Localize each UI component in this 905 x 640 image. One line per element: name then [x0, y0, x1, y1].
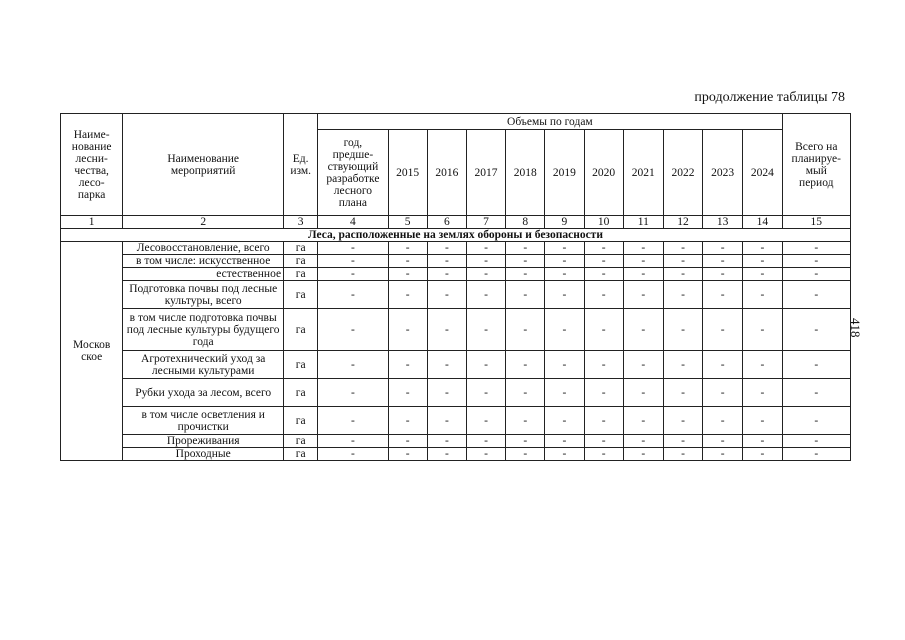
value-cell: - [584, 407, 623, 435]
header-total: Всего на планируе- мый период [782, 114, 850, 216]
value-cell: - [545, 242, 584, 255]
table-row [61, 407, 851, 435]
value-cell: - [388, 309, 427, 351]
value-cell: - [545, 435, 584, 448]
value-cell: - [703, 268, 743, 281]
value-cell: - [427, 351, 466, 379]
value-cell: - [318, 242, 388, 255]
column-number: 6 [427, 216, 466, 229]
unit-cell: га [284, 379, 318, 407]
table-row [61, 281, 851, 309]
value-cell: - [506, 448, 545, 461]
value-cell: - [318, 351, 388, 379]
value-cell: - [584, 435, 623, 448]
value-cell: - [663, 435, 702, 448]
value-cell: - [584, 268, 623, 281]
header-year: 2018 [506, 130, 545, 216]
table-row [61, 351, 851, 379]
value-cell: - [427, 379, 466, 407]
column-number: 3 [284, 216, 318, 229]
value-cell: - [506, 281, 545, 309]
value-cell: - [743, 281, 782, 309]
column-number: 9 [545, 216, 584, 229]
value-cell: - [318, 435, 388, 448]
value-cell: - [743, 255, 782, 268]
header-year: 2020 [584, 130, 623, 216]
value-cell: - [427, 435, 466, 448]
value-cell: - [388, 242, 427, 255]
value-cell: - [663, 351, 702, 379]
value-cell: - [584, 351, 623, 379]
value-cell: - [743, 407, 782, 435]
column-number: 5 [388, 216, 427, 229]
value-cell: - [545, 268, 584, 281]
value-cell: - [743, 435, 782, 448]
value-cell: - [623, 448, 663, 461]
unit-cell: га [284, 255, 318, 268]
column-number: 12 [663, 216, 702, 229]
unit-cell: га [284, 281, 318, 309]
value-cell: - [427, 255, 466, 268]
value-cell: - [782, 309, 850, 351]
value-cell: - [703, 309, 743, 351]
value-cell: - [506, 435, 545, 448]
table-row [61, 242, 851, 255]
value-cell: - [545, 255, 584, 268]
value-cell: - [584, 309, 623, 351]
activity-name: Лесовосстановление, всего [123, 242, 284, 255]
value-cell: - [506, 379, 545, 407]
value-cell: - [663, 281, 702, 309]
value-cell: - [782, 351, 850, 379]
value-cell: - [545, 309, 584, 351]
table-row [61, 448, 851, 461]
table-row [61, 268, 851, 281]
value-cell: - [506, 351, 545, 379]
header-year: 2016 [427, 130, 466, 216]
activity-name: Рубки ухода за лесом, всего [123, 379, 284, 407]
value-cell: - [466, 351, 505, 379]
value-cell: - [703, 281, 743, 309]
value-cell: - [545, 448, 584, 461]
value-cell: - [663, 448, 702, 461]
header-year: 2021 [623, 130, 663, 216]
column-number: 15 [782, 216, 850, 229]
value-cell: - [545, 407, 584, 435]
value-cell: - [703, 435, 743, 448]
value-cell: - [623, 242, 663, 255]
value-cell: - [584, 379, 623, 407]
value-cell: - [782, 255, 850, 268]
value-cell: - [782, 268, 850, 281]
value-cell: - [782, 435, 850, 448]
forestry-name: Москов ское [61, 242, 123, 461]
value-cell: - [782, 281, 850, 309]
header-forestry: Наиме- нование лесни- чества, лесо- парка [61, 114, 123, 216]
value-cell: - [623, 379, 663, 407]
value-cell: - [466, 407, 505, 435]
value-cell: - [743, 448, 782, 461]
value-cell: - [427, 242, 466, 255]
value-cell: - [782, 379, 850, 407]
value-cell: - [427, 448, 466, 461]
value-cell: - [318, 379, 388, 407]
value-cell: - [388, 448, 427, 461]
unit-cell: га [284, 309, 318, 351]
value-cell: - [743, 309, 782, 351]
activity-name: в том числе осветления и прочистки [123, 407, 284, 435]
value-cell: - [663, 407, 702, 435]
activity-name: в том числе подготовка почвы под лесные культуры будущего года [123, 309, 284, 351]
activity-name: естественное [123, 268, 284, 281]
header-activity: Наименование мероприятий [123, 114, 284, 216]
value-cell: - [623, 255, 663, 268]
table-row [61, 309, 851, 351]
value-cell: - [703, 448, 743, 461]
column-number: 10 [584, 216, 623, 229]
column-number: 7 [466, 216, 505, 229]
value-cell: - [427, 309, 466, 351]
table-caption: продолжение таблицы 78 [694, 90, 845, 105]
value-cell: - [703, 351, 743, 379]
value-cell: - [506, 242, 545, 255]
value-cell: - [318, 255, 388, 268]
value-cell: - [703, 255, 743, 268]
activity-name: Подготовка почвы под лесные культуры, всего [123, 281, 284, 309]
value-cell: - [466, 281, 505, 309]
unit-cell: га [284, 407, 318, 435]
table-row [61, 379, 851, 407]
value-cell: - [663, 309, 702, 351]
value-cell: - [743, 351, 782, 379]
unit-cell: га [284, 242, 318, 255]
page-number: 418 [848, 318, 863, 338]
value-cell: - [318, 268, 388, 281]
value-cell: - [584, 448, 623, 461]
value-cell: - [466, 309, 505, 351]
value-cell: - [663, 268, 702, 281]
value-cell: - [545, 379, 584, 407]
value-cell: - [388, 255, 427, 268]
column-number: 2 [123, 216, 284, 229]
value-cell: - [388, 268, 427, 281]
column-number: 1 [61, 216, 123, 229]
value-cell: - [318, 407, 388, 435]
activity-name: Прореживания [123, 435, 284, 448]
header-prior-year: год, предше- ствующий разработке лесного плана [318, 130, 388, 216]
table-row [61, 255, 851, 268]
header-year: 2024 [743, 130, 782, 216]
value-cell: - [782, 407, 850, 435]
value-cell: - [506, 255, 545, 268]
column-number: 13 [703, 216, 743, 229]
value-cell: - [506, 309, 545, 351]
header-year: 2022 [663, 130, 702, 216]
value-cell: - [506, 407, 545, 435]
value-cell: - [623, 407, 663, 435]
value-cell: - [584, 242, 623, 255]
value-cell: - [623, 351, 663, 379]
value-cell: - [623, 309, 663, 351]
value-cell: - [703, 242, 743, 255]
unit-cell: га [284, 448, 318, 461]
column-number: 11 [623, 216, 663, 229]
value-cell: - [427, 281, 466, 309]
value-cell: - [663, 255, 702, 268]
activity-name: Проходные [123, 448, 284, 461]
unit-cell: га [284, 351, 318, 379]
value-cell: - [388, 435, 427, 448]
value-cell: - [466, 448, 505, 461]
value-cell: - [427, 268, 466, 281]
value-cell: - [388, 351, 427, 379]
column-number: 4 [318, 216, 388, 229]
header-year: 2017 [466, 130, 505, 216]
value-cell: - [584, 281, 623, 309]
value-cell: - [318, 448, 388, 461]
header-unit: Ед. изм. [284, 114, 318, 216]
value-cell: - [743, 268, 782, 281]
value-cell: - [466, 242, 505, 255]
value-cell: - [318, 309, 388, 351]
value-cell: - [743, 379, 782, 407]
volumes-table [60, 113, 851, 461]
value-cell: - [703, 407, 743, 435]
value-cell: - [545, 281, 584, 309]
value-cell: - [388, 407, 427, 435]
header-year: 2015 [388, 130, 427, 216]
value-cell: - [466, 255, 505, 268]
value-cell: - [703, 379, 743, 407]
header-year: 2023 [703, 130, 743, 216]
value-cell: - [427, 407, 466, 435]
value-cell: - [663, 242, 702, 255]
unit-cell: га [284, 435, 318, 448]
value-cell: - [545, 351, 584, 379]
value-cell: - [743, 242, 782, 255]
value-cell: - [782, 242, 850, 255]
value-cell: - [623, 281, 663, 309]
activity-name: Агротехнический уход за лесными культурами [123, 351, 284, 379]
column-number: 14 [743, 216, 782, 229]
value-cell: - [466, 435, 505, 448]
value-cell: - [318, 281, 388, 309]
value-cell: - [388, 379, 427, 407]
section-title: Леса, расположенные на землях обороны и безопасности [61, 229, 851, 242]
value-cell: - [623, 435, 663, 448]
value-cell: - [623, 268, 663, 281]
value-cell: - [466, 268, 505, 281]
value-cell: - [506, 268, 545, 281]
activity-name: в том числе: искусственное [123, 255, 284, 268]
value-cell: - [466, 379, 505, 407]
value-cell: - [388, 281, 427, 309]
value-cell: - [584, 255, 623, 268]
value-cell: - [663, 379, 702, 407]
value-cell: - [782, 448, 850, 461]
header-year: 2019 [545, 130, 584, 216]
table-row [61, 435, 851, 448]
unit-cell: га [284, 268, 318, 281]
header-volumes-group: Объемы по годам [318, 114, 782, 130]
column-number: 8 [506, 216, 545, 229]
